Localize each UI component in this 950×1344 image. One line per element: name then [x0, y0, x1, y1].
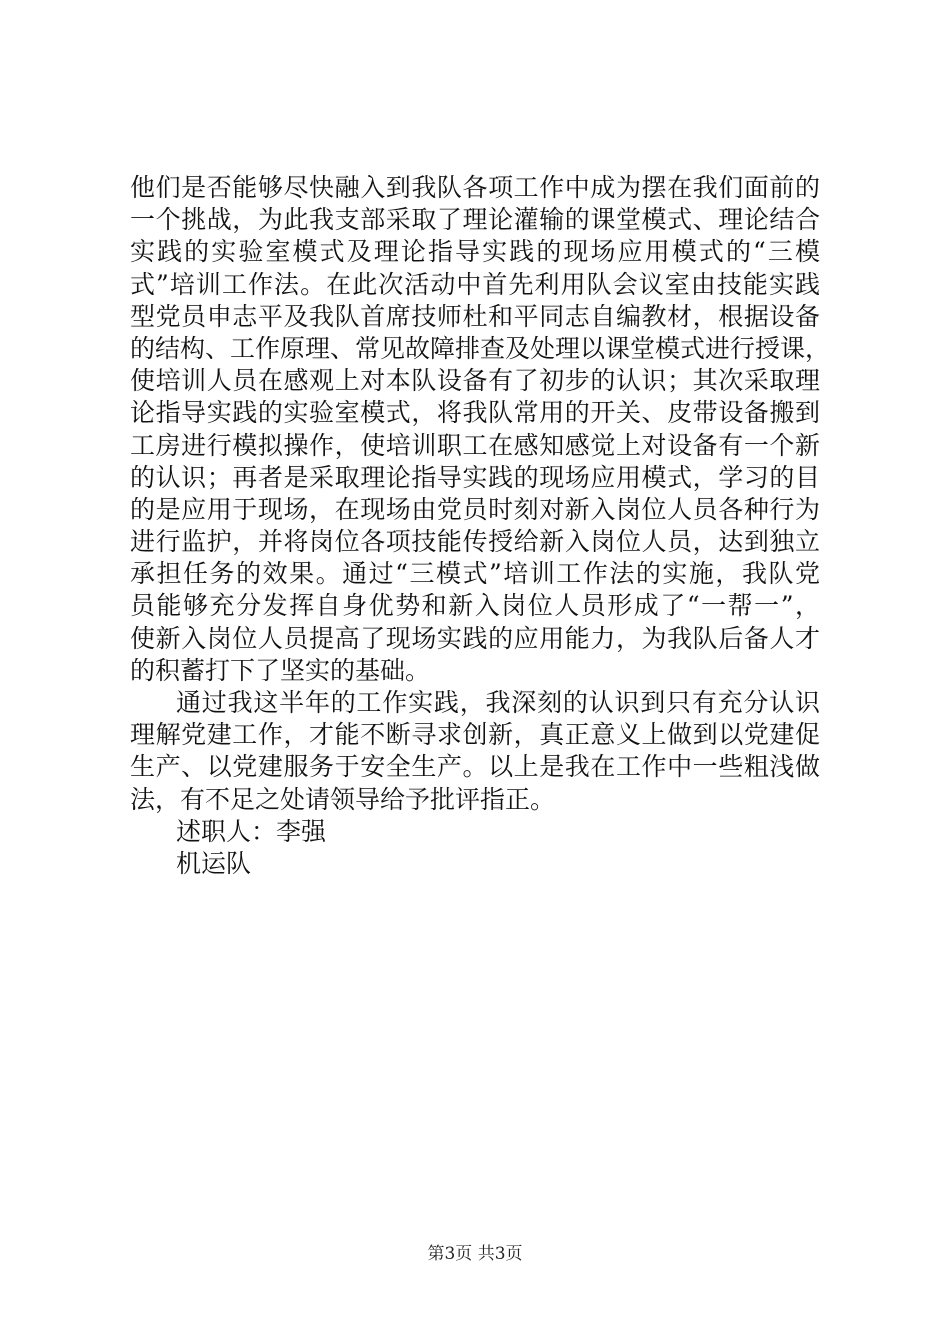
signature-unit: 机运队	[176, 848, 252, 878]
text-line: 式”培训工作法。在此次活动中首先利用队会议室由技能实践	[130, 269, 820, 299]
page-footer	[0, 1243, 950, 1265]
text-line: 通过我这半年的工作实践，我深刻的认识到只有充分认识	[176, 688, 820, 717]
text-line: 的认识；再者是采取理论指导实践的现场应用模式，学习的目	[130, 462, 820, 492]
page-indicator: 第3页 共3页	[427, 1244, 523, 1264]
text-line: 法，有不足之处请领导给予批评指正。	[130, 784, 556, 814]
text-line: 进行监护，并将岗位各项技能传授给新入岗位人员，达到独立	[130, 527, 820, 557]
text-line: 承担任务的效果。通过“三模式”培训工作法的实施，我队党	[130, 559, 820, 589]
signature-block	[130, 816, 820, 880]
text-line: 理解党建工作，才能不断寻求创新，真正意义上做到以党建促	[130, 720, 820, 750]
paragraph-2	[130, 687, 820, 816]
text-line: 员能够充分发挥自身优势和新入岗位人员形成了“一帮一”，	[130, 591, 820, 621]
text-line: 工房进行模拟操作，使培训职工在感知感觉上对设备有一个新	[130, 430, 820, 460]
text-line: 论指导实践的实验室模式，将我队常用的开关、皮带设备搬到	[130, 398, 820, 428]
text-line: 一个挑战，为此我支部采取了理论灌输的课堂模式、理论结合	[130, 205, 820, 235]
text-line: 型党员申志平及我队首席技师杜和平同志自编教材，根据设备	[130, 301, 820, 331]
text-line: 使新入岗位人员提高了现场实践的应用能力，为我队后备人才	[130, 623, 820, 653]
text-line: 的结构、工作原理、常见故障排查及处理以课堂模式进行授课，	[130, 333, 831, 363]
paragraph-1	[130, 172, 831, 687]
document-body	[130, 172, 831, 880]
text-line: 他们是否能够尽快融入到我队各项工作中成为摆在我们面前的	[130, 173, 820, 202]
text-line: 实践的实验室模式及理论指导实践的现场应用模式的“三模	[130, 237, 820, 267]
text-line: 使培训人员在感观上对本队设备有了初步的认识；其次采取理	[130, 366, 820, 396]
text-line: 生产、以党建服务于安全生产。以上是我在工作中一些粗浅做	[130, 752, 820, 782]
text-line: 的积蓄打下了坚实的基础。	[130, 655, 431, 685]
signature-reporter: 述职人：李强	[176, 816, 327, 846]
text-line: 的是应用于现场，在现场由党员时刻对新入岗位人员各种行为	[130, 494, 820, 524]
